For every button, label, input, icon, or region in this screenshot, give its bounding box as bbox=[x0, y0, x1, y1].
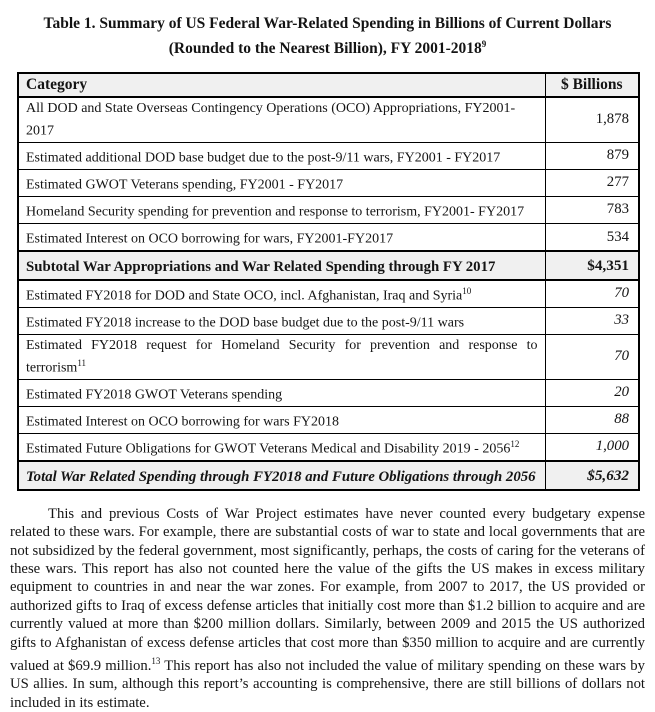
footnote-ref-9: 9 bbox=[481, 39, 487, 49]
row-value: 70 bbox=[545, 335, 639, 380]
row-category: Estimated FY2018 request for Homeland Security for prevention and response to terrorism bbox=[26, 338, 538, 376]
row-value: 1,878 bbox=[545, 97, 639, 142]
row-category: Homeland Security spending for prevention and response to terrorism, FY2001- FY2017 bbox=[26, 204, 525, 220]
table-row bbox=[18, 97, 639, 142]
row-category: Estimated Interest on OCO borrowing for wars FY2018 bbox=[26, 414, 340, 430]
row-value: 534 bbox=[545, 224, 639, 252]
column-header-category: Category bbox=[18, 73, 545, 97]
table-row bbox=[18, 308, 639, 335]
row-value: $4,351 bbox=[545, 251, 639, 279]
table-title-line2: (Rounded to the Nearest Billion), FY 2001-2018 bbox=[168, 40, 482, 58]
row-value: 277 bbox=[545, 169, 639, 196]
row-category: Estimated Interest on OCO borrowing for wars, FY2001-FY2017 bbox=[26, 231, 394, 247]
row-value: 20 bbox=[545, 379, 639, 406]
row-category: All DOD and State Overseas Contingency Operations (OCO) Appropriations, FY2001-2017 bbox=[26, 101, 516, 139]
table-row-total bbox=[18, 461, 639, 489]
row-category: Estimated FY2018 GWOT Veterans spending bbox=[26, 387, 283, 403]
table-row-subtotal bbox=[18, 251, 639, 279]
table-row bbox=[18, 224, 639, 252]
row-category: Estimated GWOT Veterans spending, FY2001 - FY2017 bbox=[26, 177, 344, 193]
war-spending-table bbox=[17, 72, 640, 491]
row-category: Estimated additional DOD base budget due to the post-9/11 wars, FY2001 - FY2017 bbox=[26, 150, 501, 166]
table-title bbox=[10, 13, 645, 59]
row-value: 783 bbox=[545, 197, 639, 224]
body-paragraph bbox=[10, 505, 645, 712]
row-value: 879 bbox=[545, 142, 639, 169]
table-row bbox=[18, 280, 639, 308]
row-category: Subtotal War Appropriations and War Related Spending through FY 2017 bbox=[26, 259, 496, 276]
table-row bbox=[18, 406, 639, 433]
footnote-ref-12: 12 bbox=[510, 439, 520, 450]
table-row bbox=[18, 335, 639, 380]
table-header-row bbox=[18, 73, 639, 97]
table-row bbox=[18, 169, 639, 196]
table-title-line1: Table 1. Summary of US Federal War-Related Spending in Billions of Current Dollars bbox=[43, 15, 612, 32]
row-category: Estimated FY2018 increase to the DOD base budget due to the post-9/11 wars bbox=[26, 315, 465, 331]
row-value: 33 bbox=[545, 308, 639, 335]
column-header-billions: $ Billions bbox=[545, 73, 639, 97]
paragraph-text-part1: This and previous Costs of War Project estimates have never counted every budgetary expense related to these wars. For example, there are substantial costs of war to state and local governments that are not subsidized by the federal government, most significantly, perhaps, the costs of caring for the veterans of these wars. This report has also not counted here the value of the gifts the US makes in excess military equipment to countries in and near the war zones. For example, from 2007 to 2017, the US provided or authorized gifts to Iraq of excess defense articles that initially cost more than $1.2 billion to acquire and are currently valued at more than $200 million dollars. Similarly, between 2009 and 2015 the US authorized gifts to Afghanistan of excess defense articles that cost more than $350 million to acquire and are currently valued at $69.9 million. bbox=[10, 505, 645, 674]
table-row bbox=[18, 197, 639, 224]
row-value: 88 bbox=[545, 406, 639, 433]
row-value: $5,632 bbox=[545, 461, 639, 489]
row-value: 1,000 bbox=[545, 434, 639, 462]
footnote-ref-11: 11 bbox=[77, 357, 86, 368]
paragraph-text-part2: This report has also not included the value of military spending on these wars by US allies. In sum, although this report’s accounting is comprehensive, there are still billions of dollars not included in its estimate. bbox=[10, 657, 645, 711]
row-category: Estimated FY2018 for DOD and State OCO, incl. Afghanistan, Iraq and Syria bbox=[26, 288, 463, 304]
table-row bbox=[18, 142, 639, 169]
row-category: Estimated Future Obligations for GWOT Veterans Medical and Disability 2019 - 2056 bbox=[26, 441, 511, 457]
footnote-ref-10: 10 bbox=[462, 285, 472, 296]
table-row bbox=[18, 379, 639, 406]
row-value: 70 bbox=[545, 280, 639, 308]
table-row bbox=[18, 434, 639, 462]
row-category: Total War Related Spending through FY2018 and Future Obligations through 2056 bbox=[26, 469, 536, 486]
footnote-ref-13: 13 bbox=[151, 655, 161, 666]
